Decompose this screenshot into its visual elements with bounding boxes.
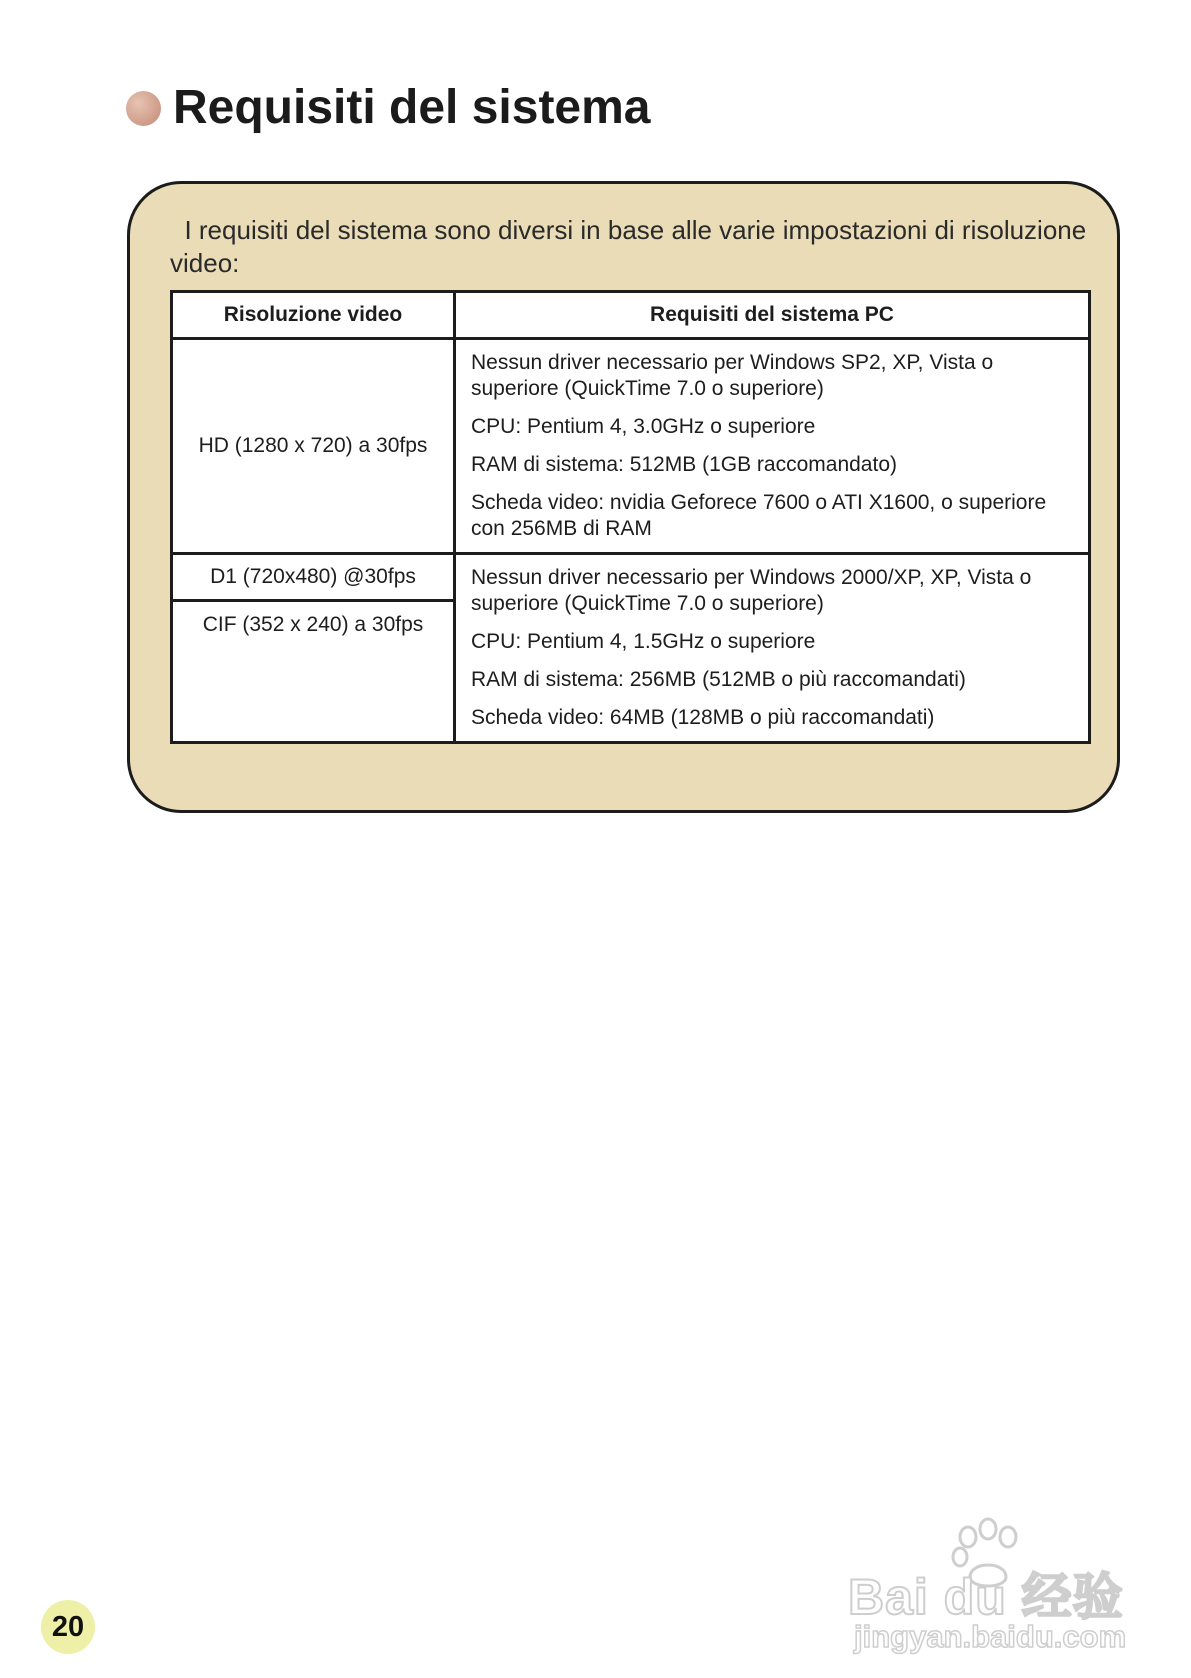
resolution-cell-cif: CIF (352 x 240) a 30fps: [172, 601, 455, 743]
list-item: RAM di sistema: 512MB (1GB raccomandato): [471, 453, 897, 476]
list-item: Nessun driver necessario per Windows 2000/XP, XP, Vista o superiore (QuickTime 7.0 o superiore): [471, 566, 1032, 615]
bullet-circle-icon: [126, 91, 161, 126]
section-heading: [126, 81, 651, 134]
list-item: RAM di sistema: 256MB (512MB o più raccomandati): [471, 668, 966, 691]
watermark-brand: Bai du 经验: [848, 1569, 1124, 1625]
list-item: Scheda video: 64MB (128MB o più raccomandati): [471, 706, 935, 729]
list-item: CPU: Pentium 4, 1.5GHz o superiore: [471, 630, 816, 653]
requirements-list: [456, 340, 1088, 552]
column-header-requirements: Requisiti del sistema PC: [455, 292, 1090, 339]
table-row: [172, 339, 1090, 554]
resolution-cell-hd: HD (1280 x 720) a 30fps: [172, 339, 455, 554]
table-row: [172, 554, 1090, 601]
page-number-badge: 20: [41, 1600, 95, 1654]
requirements-list: [456, 555, 1088, 741]
column-header-resolution: Risoluzione video: [172, 292, 455, 339]
intro-text: [170, 214, 1090, 280]
baidu-watermark: [848, 1515, 1138, 1660]
list-item: Scheda video: nvidia Geforece 7600 o ATI X1600, o superiore con 256MB di RAM: [471, 491, 1047, 540]
resolution-cell-d1: D1 (720x480) @30fps: [172, 554, 455, 601]
requirements-table: [170, 290, 1091, 744]
requirements-cell-hd: [455, 339, 1090, 554]
list-item: CPU: Pentium 4, 3.0GHz o superiore: [471, 415, 816, 438]
page-title: Requisiti del sistema: [173, 81, 651, 134]
requirements-cell-d1-cif: [455, 554, 1090, 743]
table-header-row: [172, 292, 1090, 339]
requirements-panel: [127, 181, 1120, 813]
list-item: Nessun driver necessario per Windows SP2, XP, Vista o superiore (QuickTime 7.0 o superiore): [471, 351, 994, 400]
intro-text-content: I requisiti del sistema sono diversi in base alle varie impostazioni di risoluzione video:: [170, 215, 1087, 278]
watermark-url: jingyan.baidu.com: [854, 1619, 1127, 1654]
